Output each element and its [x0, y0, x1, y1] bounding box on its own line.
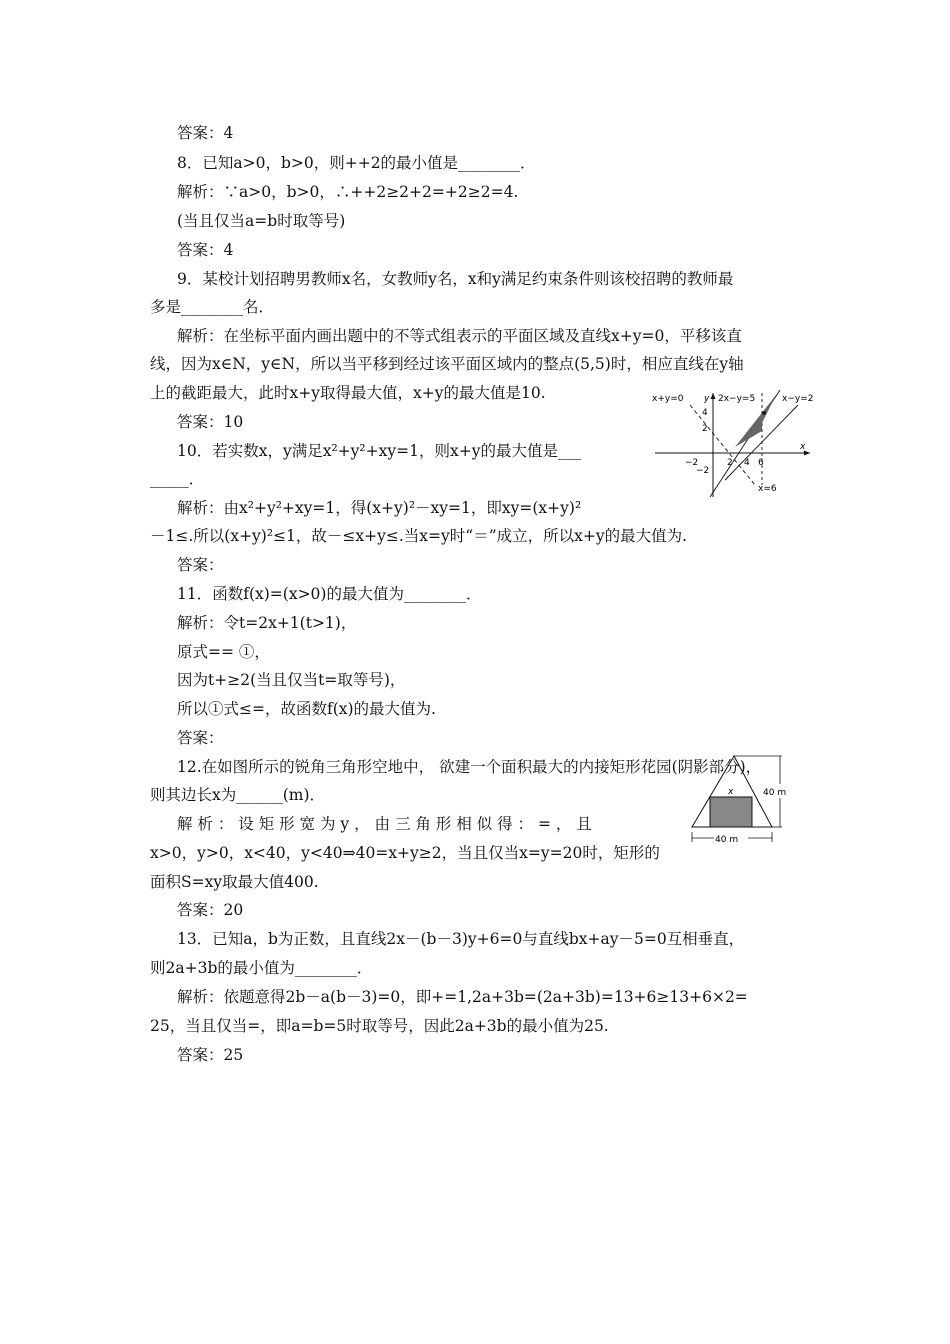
solution-q11-step2: 因为t+≥2(当且仅当t=取等号)，: [177, 671, 406, 689]
label-2x-minus-y-5: 2x−y=5: [718, 394, 756, 404]
answer-q12: 答案：20: [177, 901, 244, 919]
question-13-cont: 则2a+3b的最小值为________．: [150, 959, 373, 977]
answer-q8: 答案：4: [177, 241, 234, 259]
question-8: 8．已知a>0，b>0，则++2的最小值是________．: [177, 154, 536, 172]
triangle-garden-svg: [682, 752, 802, 848]
label-x-minus-y-2: x−y=2: [782, 394, 814, 404]
solution-q11-step1: 原式== ①，: [177, 643, 270, 661]
solution-q10: 解析：由x²+y²+xy=1，得(x+y)²－xy=1，即xy=(x+y)²: [177, 499, 582, 517]
question-9: 9．某校计划招聘男教师x名，女教师y名，x和y满足约束条件则该校招聘的教师最: [177, 270, 734, 288]
tick-x-2: 2: [727, 458, 733, 468]
label-height-40m: 40 m: [763, 788, 787, 798]
question-10: 10．若实数x，y满足x²+y²+xy=1，则x+y的最大值是___: [177, 442, 582, 460]
tick-x-6: 6: [758, 458, 764, 468]
label-base-40m: 40 m: [715, 835, 739, 845]
solution-q8: 解析：∵a>0，b>0，∴++2≥2+2=+2≥2=4.: [177, 183, 519, 201]
solution-q8-note: (当且仅当a=b时取等号): [177, 212, 346, 230]
question-13: 13．已知a，b为正数，且直线2x－(b－3)y+6=0与直线bx+ay－5=0互相垂直，: [177, 930, 745, 948]
question-12-cont: 则其边长x为______(m)．: [150, 786, 326, 804]
y-axis-arrow: [711, 393, 716, 399]
triangle-garden-figure: [682, 752, 802, 848]
solution-q13-cont: 25，当且仅当=，即a=b=5时取等号，因此2a+3b的最小值为25.: [150, 1017, 609, 1035]
question-12: 12.在如图所示的锐角三角形空地中， 欲建一个面积最大的内接矩形花园(阴影部分)，: [177, 758, 762, 776]
answer-q11: 答案：: [177, 729, 224, 747]
label-x-axis: x: [800, 442, 806, 452]
solution-q10-cont: －1≤.所以(x+y)²≤1，故－≤x+y≤.当x=y时“＝”成立，所以x+y的最大值为.: [150, 527, 688, 545]
tick-y-4: 4: [702, 408, 708, 418]
answer-q9: 答案：10: [177, 413, 244, 431]
solution-q11-step3: 所以①式≤=，故函数f(x)的最大值为.: [177, 700, 436, 718]
question-10-cont: _____．: [150, 470, 205, 488]
answer-q7: 答案：4: [177, 124, 234, 142]
tick-y-2: 2: [702, 424, 708, 434]
integer-point: [762, 411, 766, 415]
label-x-6: x=6: [758, 484, 777, 494]
inscribed-rectangle: [710, 797, 752, 827]
feasible-region-svg: [650, 385, 820, 500]
label-x-plus-y-0: x+y=0: [652, 394, 684, 404]
tick-y-minus-2: −2: [696, 466, 710, 476]
answer-q10: 答案：: [177, 556, 224, 574]
solution-q9-cont1: 线，因为x∈N，y∈N，所以当平移到经过该平面区域内的整点(5,5)时，相应直线在y轴: [150, 355, 744, 373]
solution-q9-cont2: 上的截距最大，此时x+y取得最大值，x+y的最大值是10.: [150, 384, 546, 402]
solution-q12-cont2: 面积S=xy取最大值400.: [150, 873, 319, 891]
question-9-cont: 多是________名．: [150, 298, 275, 316]
label-rect-x: x: [728, 787, 734, 797]
label-y-axis: y: [704, 394, 710, 404]
answer-q13: 答案：25: [177, 1046, 244, 1064]
solution-q12-cont1: x>0，y>0，x<40，y<40⇒40=x+y≥2，当且仅当x=y=20时，矩形的: [150, 844, 660, 862]
solution-q11: 解析：令t=2x+1(t>1)，: [177, 614, 357, 632]
solution-q9: 解析：在坐标平面内画出题中的不等式组表示的平面区域及直线x+y=0，平移该直: [177, 327, 742, 345]
tick-x-minus-2: −2: [685, 458, 699, 468]
question-11: 11．函数f(x)=(x>0)的最大值为________．: [177, 585, 482, 603]
feasible-region-figure: [650, 385, 820, 500]
solution-q12: 解 析 ： 设 矩 形 宽 为 y ， 由 三 角 形 相 似 得 ： = ， 且: [177, 815, 592, 833]
tick-x-4: 4: [744, 458, 750, 468]
solution-q13: 解析：依题意得2b－a(b－3)=0，即+=1,2a+3b=(2a+3b)=13+6≥13+6×2=: [177, 988, 748, 1006]
